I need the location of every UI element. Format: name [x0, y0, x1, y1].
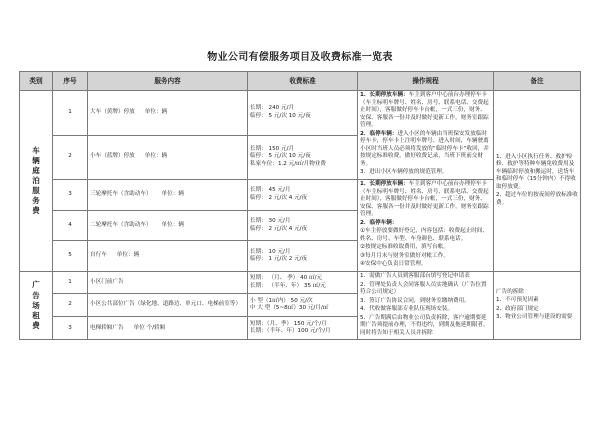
row-number: 2 [53, 135, 88, 180]
procedure-cell: 1．长期停放车辆：车主到客户中心前台办理停车卡（车主标明车牌号、姓名、房号、联系电话、交费起止时间），客服做好停车卡台帐，一式三份，财务、安保、客服各一份并及时做好更新工作，财务室跟踪管理。 2．临停车辆： ①车主停放要做好登记，内容包括：收费起止时间、姓名、房号、车型、车身颜色、联系电话。 ②按规定标准收取费用，填写台帐。 ③每月月末与财务室做好对帐工作。 ④安保中心负责日常管理。 [358, 180, 494, 272]
service-cell: 小区门前广告 [88, 272, 248, 294]
header-number: 序号 [53, 72, 88, 91]
page-title: 物业公司有偿服务项目及收费标准一览表 [207, 52, 393, 63]
procedure-cell: 1．长期停放车辆：车主到客户中心前台办理停车卡（车主标明车牌号、姓名、房号、联系电话、交费起止时间），客服做好停车卡台帐，一式三份，财务、安保、客服各一份并及时做好更新工作，财务室跟踪管理。 2．临停车辆：进入小区的车辆由当班保安发放临时停车卡，停车卡上注明车牌号、进入时间，车辆驶离小区时当班人员必须将发放的“临时停车卡”收回，并按规定标准收费，做好收费记录，当班下班前交财务。 3．进出小区车辆停放的规范管理。 [358, 91, 494, 180]
service-cell: 电梯轿厢广告 单位 个/轿厢 [88, 317, 248, 340]
fee-cell: 长期： 45 元/月 临停： 2 元/次 4 元/夜 [248, 180, 358, 211]
service-cell: 二轮摩托车（含助动车） 单位：辆 [88, 210, 248, 241]
row-number: 3 [53, 180, 88, 211]
fee-cell: 小 型（1㎡内） 50 元/次 中 大 型（5~8㎡）30 元/月/㎡ [248, 294, 358, 317]
service-cell: 三轮摩托车（含助动车） 单位：辆 [88, 180, 248, 211]
notes-cell: 1、进入小区执行任务、救护检修、救护等特种车辆免收费用及车辆临时停放和搬运时，送货车和临时停车（15分钟内）不得收取停放费。 2、超过车位的按夜间停放标准收费。 [494, 91, 581, 272]
service-cell: 大车（黄牌）停放 单位：辆 [88, 91, 248, 136]
row-number: 3 [53, 317, 88, 340]
fee-cell: 长期： 240 元/月 临停： 5 元/次 10 元/夜 [248, 91, 358, 136]
header-category: 类别 [20, 72, 53, 91]
table-header-row [20, 72, 581, 91]
fee-table [19, 71, 581, 340]
header-service: 服务内容 [88, 72, 248, 91]
notes-cell: 广告的拆除 1、不可预见因素 2、政府部门规定 3、物业公司管理与建设的需要 [494, 272, 581, 340]
service-cell: 小车（蓝牌）停放 单位：辆 [88, 135, 248, 180]
header-procedure: 操作规程 [358, 72, 494, 91]
header-notes: 备注 [494, 72, 581, 91]
row-number: 1 [53, 91, 88, 136]
row-number: 2 [53, 294, 88, 317]
table-row [20, 91, 581, 136]
fee-cell: 长期： 10 元/月 临停： 1 元/次 2 元/夜 [248, 241, 358, 272]
fee-cell: 短期： （月、 季） 40 ㎡/元 长期： （半年、年） 35 ㎡/元 [248, 272, 358, 294]
category-vehicle: 车 辆 庭 泊 服 务 费 [20, 91, 53, 272]
fee-cell: 长期： 150 元/月 临停： 5 元/次 10 元/夜 私家车位：1.2 元/㎡/月物业费 [248, 135, 358, 180]
row-number: 1 [53, 272, 88, 294]
service-cell: 自行车 单位：辆 [88, 241, 248, 272]
procedure-cell: 1．需做广告人员到客服部台填写登记申请表 2．管理处负责人会同客服人员实地确认（广告位置符合公司规定） 3．签订广告协议合同，到财务室缴纳费用。 4．代收做客服部专业队伍现场安装。 5．广告期满后由物业公司负责拆除，客户逾期要延期广告须提前办理，不得违约，到期及拖延期限者，同时将告知于相关人员并拆除 [358, 272, 494, 340]
category-advertising: 广 告 场 租 费 [20, 272, 53, 340]
fee-cell: 长期： 30 元/月 临停： 2 元/次 4 元/夜 [248, 210, 358, 241]
fee-cell: 短期：（月、季） 150 元/个/月 长期：（半年、年）100 元/个/月 [248, 317, 358, 340]
table-row [20, 272, 581, 294]
row-number: 4 [53, 210, 88, 241]
header-fee: 收费标准 [248, 72, 358, 91]
service-cell: 小区公共部位广告（绿化地、道路边、单元口、电梯前室等） [88, 294, 248, 317]
row-number: 5 [53, 241, 88, 272]
